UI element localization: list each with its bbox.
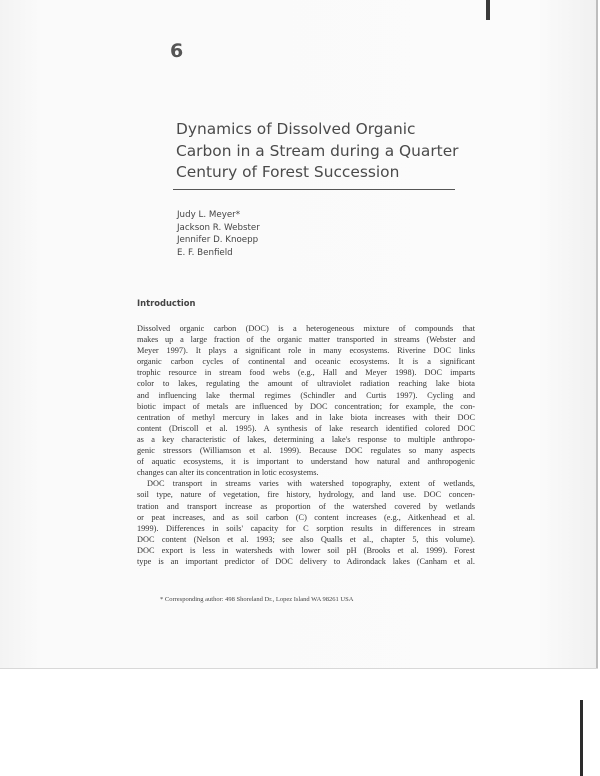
- author-name: Jackson R. Webster: [177, 222, 260, 233]
- text-line: biotic impact of metals are influenced by DOC concentration; for example, the con-: [137, 401, 475, 411]
- scan-edge-top: [486, 0, 490, 20]
- text-line: or peat increases, and as soil carbon (C) content increases (e.g., Aitkenhead et al.: [137, 512, 475, 522]
- text-line: DOC export is less in watersheds with lower soil pH (Brooks et al. 1999). Forest: [137, 545, 475, 555]
- text-line: DOC transport in streams varies with watershed topography, extent of wetlands,: [147, 479, 475, 489]
- chapter-title-line: Century of Forest Succession: [176, 163, 400, 181]
- text-line: centration of methyl mercury in lakes and in lake biota increases with their DOC: [137, 412, 475, 422]
- text-line: soil type, nature of vegetation, fire history, hydrology, and land use. DOC concen-: [137, 490, 475, 500]
- paragraph-1: [137, 323, 475, 478]
- section-heading-introduction: Introduction: [137, 298, 196, 308]
- author-name: Judy L. Meyer*: [177, 210, 241, 220]
- text-line: trophic resource in stream food webs (e.g., Hall and Meyer 1998). DOC imparts: [137, 368, 475, 378]
- scan-edge-right: [596, 0, 598, 668]
- author-list: [177, 209, 260, 259]
- text-line: Dissolved organic carbon (DOC) is a heterogeneous mixture of compounds that: [137, 324, 475, 333]
- text-line: Meyer 1997). It plays a significant role in many ecosystems. Riverine DOC links: [137, 346, 475, 356]
- text-line: as a key characteristic of lakes, determining a lake's response to multiple anthropo-: [137, 434, 475, 444]
- title-divider: [173, 189, 455, 190]
- author-name: E. F. Benfield: [177, 247, 233, 258]
- text-line: content (Driscoll et al. 1995). A synthesis of lake research identified colored DOC: [137, 423, 475, 433]
- introduction-body: [137, 323, 475, 567]
- text-line: 1999). Differences in soils' capacity for C sorption results in differences in stream: [137, 523, 475, 533]
- text-line: tration and transport increase as proportion of the watershed covered by wetlands: [137, 501, 475, 511]
- text-line: and influencing lake thermal regimes (Schindler and Curtis 1997). Cycling and: [137, 390, 475, 400]
- text-line: type is an important predictor of DOC delivery to Adirondack lakes (Canham et al.: [137, 556, 475, 566]
- text-line: makes up a large fraction of the organic matter transported in streams (Webster and: [137, 335, 475, 345]
- chapter-title-line: Dynamics of Dissolved Organic: [176, 120, 416, 138]
- chapter-number: 6: [170, 40, 185, 62]
- chapter-title: [176, 119, 476, 184]
- author-footnote: * Corresponding author: 498 Shoreland Dr., Lopez Island WA 98261 USA: [160, 596, 354, 603]
- text-line: DOC content (Nelson et al. 1993; see also Qualls et al., chapter 5, this volume).: [137, 534, 475, 544]
- paragraph-2: [137, 478, 475, 567]
- text-line: of aquatic ecosystems, it is important to understand how natural and anthropogenic: [137, 457, 475, 467]
- author-name: Jennifer D. Knoepp: [177, 235, 259, 246]
- text-line: changes can alter its concentration in lotic ecosystems.: [137, 468, 319, 478]
- text-line: genic stressors (Williamson et al. 1999). Because DOC regulates so many aspects: [137, 446, 475, 456]
- text-line: color to lakes, regulating the amount of ultraviolet radiation reaching lake biota: [137, 379, 475, 389]
- text-line: organic carbon cycles of continental and oceanic ecosystems. It is a significant: [137, 357, 475, 367]
- scan-edge-bottom: [580, 700, 583, 776]
- chapter-title-line: Carbon in a Stream during a Quarter: [176, 141, 459, 160]
